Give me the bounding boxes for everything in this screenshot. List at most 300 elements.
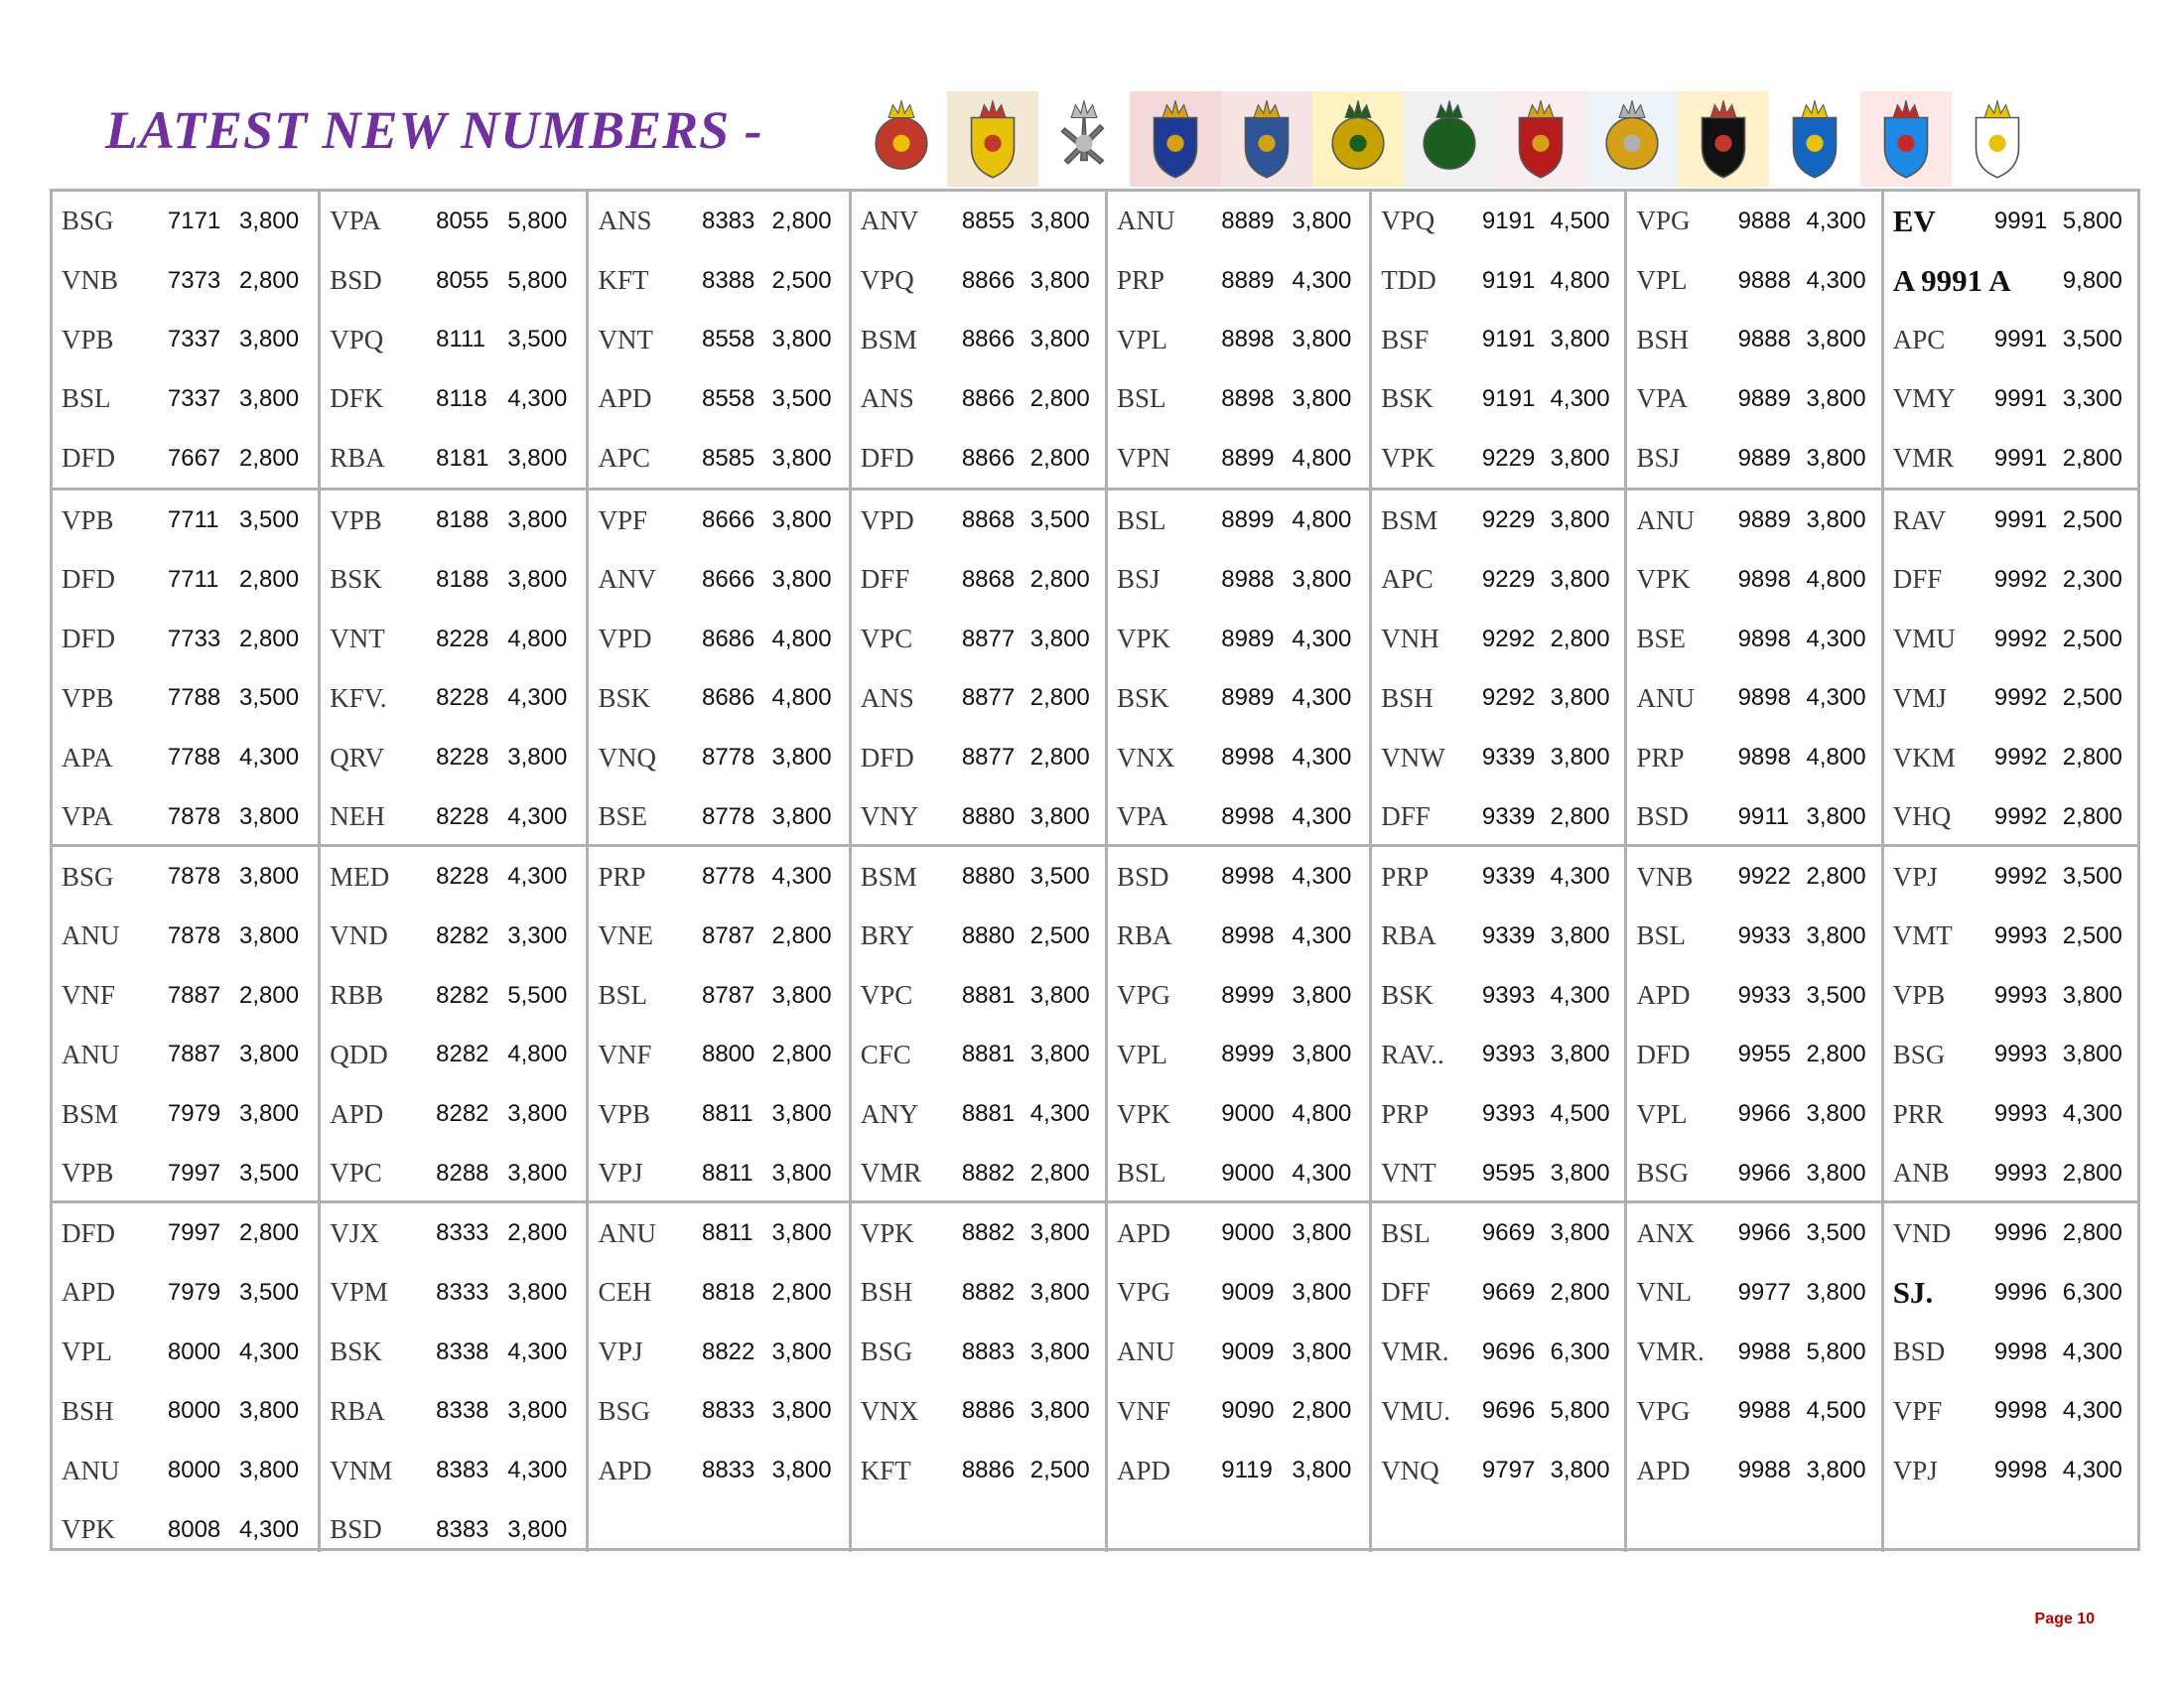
plate-price: 4,800 [1550,266,1610,294]
plate-price: 2,800 [1806,863,1866,891]
table-row [53,1203,318,1263]
table-column [1881,491,2137,844]
plate-prefix: VPK [62,1514,116,1545]
plate-number: 8883 [961,1337,1016,1365]
plate-prefix: BSL [62,383,111,414]
table-row [1627,1382,1880,1442]
plate-prefix: TDD [1381,265,1436,296]
plate-number: 8998 [1221,921,1275,949]
table-row [1108,251,1369,311]
plate-prefix: ANU [1116,1336,1175,1367]
plate-price: 4,300 [507,802,568,830]
table-row [321,1026,586,1085]
table-row [1108,966,1369,1026]
table-row [321,1323,586,1382]
plate-number: 8886 [961,1397,1016,1425]
table-row [1372,1203,1624,1263]
table-row [321,1263,586,1323]
plate-prefix: BSL [1116,383,1166,414]
plate-prefix: VPJ [1892,861,1938,892]
plate-prefix: KFT [860,1455,911,1485]
plate-prefix: VNQ [598,742,656,773]
plate-prefix: VND [1892,1217,1952,1248]
table-row [53,369,318,429]
table-row [1627,787,1880,847]
plate-prefix: BSL [1636,920,1687,951]
table-row [852,369,1105,429]
plate-price: 3,800 [771,1397,832,1425]
plate-prefix: BSJ [1116,564,1160,595]
table-row [1627,192,1880,251]
plate-number: 9993 [1993,921,2048,949]
plate-price: 2,800 [2062,1219,2122,1247]
plate-price: 3,500 [771,384,832,412]
plate-price: 4,300 [2062,1397,2122,1425]
table-row [53,907,318,966]
plate-number: 9998 [1993,1337,2048,1365]
state-crests-banner [856,91,2043,187]
plate-price: 2,800 [239,444,300,472]
plate-prefix: VPG [1116,980,1170,1011]
table-row [1884,192,2137,251]
plate-prefix: VPL [1636,265,1688,296]
table-row [1108,429,1369,489]
plate-number: 7171 [167,207,221,234]
table-row [1108,669,1369,729]
plate-number: 8000 [167,1397,221,1425]
table-row [53,429,318,489]
terengganu-crest-icon [1495,91,1586,187]
table-row [321,310,586,369]
plate-number: 8188 [436,506,489,534]
plate-prefix: VMU [1892,624,1956,654]
plate-price: 3,800 [1292,207,1352,234]
plate-prefix: VMR. [1636,1336,1705,1367]
table-column [586,1203,848,1552]
table-row [1884,251,2137,311]
table-row [1108,550,1369,610]
table-row [1627,251,1880,311]
plate-number: 8866 [961,266,1016,294]
plate-number: 7788 [167,684,221,712]
plate-prefix: VHQ [1892,801,1952,832]
plate-number: 9991 [1993,326,2048,353]
plate-number: 8882 [961,1219,1016,1247]
sabah-crest-icon [1860,91,1952,187]
plate-prefix: DFD [860,742,914,773]
plate-prefix: ANU [1636,504,1695,535]
table-row [53,491,318,550]
plate-price: 4,300 [239,1515,300,1543]
plate-number: 9998 [1993,1397,2048,1425]
plate-prefix: ANS [860,682,914,713]
table-row [589,907,848,966]
plate-prefix: BSM [1381,504,1438,535]
page-number: Page 10 [2034,1611,2095,1627]
plate-prefix: ANV [860,206,919,236]
table-row [852,1084,1105,1144]
table-row [321,192,586,251]
plate-price: 3,800 [1029,802,1090,830]
plate-prefix: VNQ [1381,1455,1439,1485]
table-row [1627,1203,1880,1263]
table-row [1884,1441,2137,1500]
plate-number: 8388 [701,266,755,294]
kelantan-crest-icon [1586,91,1678,187]
plate-price: 3,800 [1292,384,1352,412]
plate-prefix: VPG [1636,206,1691,236]
plate-price: 3,800 [1806,326,1866,353]
plate-prefix: PRR [1892,1098,1944,1129]
table-column [318,1203,586,1552]
table-row [589,550,848,610]
plate-number: 8881 [961,981,1016,1009]
plate-number: 8686 [701,684,755,712]
plate-price: 3,800 [239,863,300,891]
plate-price: 4,800 [1292,1100,1352,1128]
table-row [321,1203,586,1263]
plate-price: 3,800 [239,1457,300,1484]
table-row [53,1382,318,1442]
plate-price: 3,800 [1550,506,1610,534]
table-row [1108,1441,1369,1500]
table-row [589,429,848,489]
table-row [321,429,586,489]
table-row [1372,1323,1624,1382]
plate-price: 2,500 [771,266,832,294]
plate-price: 3,800 [771,506,832,534]
plate-prefix: ANU [1636,682,1695,713]
plate-number: 7997 [167,1159,221,1187]
plate-number: 8882 [961,1278,1016,1306]
plate-prefix: APD [598,1455,652,1485]
plate-number: 8889 [1221,266,1275,294]
plate-prefix: CFC [860,1039,911,1069]
plate-price: 4,300 [1806,625,1866,652]
plate-price: 3,800 [771,1159,832,1187]
plate-number: 8998 [1221,863,1275,891]
table-row [852,669,1105,729]
plate-number: 9229 [1481,565,1536,593]
table-column [318,192,586,488]
plate-price: 2,800 [1550,1278,1610,1306]
table-row [1372,1382,1624,1442]
table-row [1884,610,2137,669]
plate-prefix: VPN [1116,443,1170,474]
plate-prefix: ANU [62,1039,120,1069]
plate-number: 9933 [1737,921,1791,949]
plate-prefix: ANU [62,920,120,951]
plate-price: 3,800 [1550,744,1610,772]
table-row [1372,550,1624,610]
plate-price: 2,800 [239,266,300,294]
plate-number: 8778 [701,863,755,891]
plate-price: 3,800 [771,444,832,472]
plate-prefix: PRP [1636,742,1685,773]
table-row [589,1323,848,1382]
table-row [1627,907,1880,966]
table-row [852,1026,1105,1085]
table-column [586,192,848,488]
plate-number: 7373 [167,266,221,294]
table-row [1884,1323,2137,1382]
plate-prefix: VNY [860,801,919,832]
plate-prefix: VPB [1892,980,1946,1011]
plate-prefix: VPA [330,206,381,236]
plate-number: 9991 [1993,384,2048,412]
plate-prefix: ANU [62,1455,120,1485]
plate-number: 8558 [701,384,755,412]
table-row [1627,1441,1880,1500]
plate-price: 2,800 [1029,744,1090,772]
plate-prefix: VPF [598,504,647,535]
plate-number: 9992 [1993,565,2048,593]
table-row [589,310,848,369]
table-row [589,1203,848,1263]
table-row [1627,1144,1880,1203]
plate-price: 3,800 [1029,266,1090,294]
plate-price: 3,500 [2062,863,2122,891]
plate-price: 3,800 [771,744,832,772]
plate-price: 3,800 [239,1397,300,1425]
plate-prefix: BSM [860,324,917,354]
table-row [589,728,848,787]
plate-number: 8288 [436,1159,489,1187]
plate-number: 8868 [961,506,1016,534]
table-row [852,1203,1105,1263]
table-row [1884,310,2137,369]
table-row [589,251,848,311]
plate-number: 9988 [1737,1457,1791,1484]
plate-prefix: VJX [330,1217,379,1248]
plate-prefix: APD [1636,980,1691,1011]
plate-number: 7878 [167,921,221,949]
plate-number: 9966 [1737,1100,1791,1128]
plate-prefix: BSG [62,861,114,892]
plate-number: 9191 [1481,384,1536,412]
plate-number: 8118 [436,384,487,412]
plate-price: 3,800 [1806,1457,1866,1484]
plate-number: 8383 [436,1457,489,1484]
plate-prefix: VNX [860,1395,919,1426]
plate-number: 7733 [167,625,221,652]
plate-number: 8338 [436,1397,489,1425]
plate-number: 8778 [701,802,755,830]
plate-prefix: VNT [598,324,653,354]
plate-price: 2,500 [2062,684,2122,712]
table-block [53,488,2137,844]
plate-price: 4,500 [1550,207,1610,234]
plate-prefix: APD [62,1277,116,1308]
plate-prefix: VNF [598,1039,652,1069]
plate-number: 9696 [1481,1397,1536,1425]
table-row [1372,907,1624,966]
plate-number: 8666 [701,506,755,534]
plate-prefix: BSE [598,801,647,832]
table-row [53,1441,318,1500]
plate-prefix: VPK [1636,564,1691,595]
table-row [1884,907,2137,966]
plate-prefix: DFD [62,564,116,595]
penang-crest-icon [1769,91,1860,187]
plate-number: 8880 [961,863,1016,891]
plate-price: 2,800 [2062,1159,2122,1187]
plate-prefix: ANY [860,1098,919,1129]
plate-prefix: RBA [1116,920,1172,951]
plate-number: 7878 [167,863,221,891]
plate-price: 3,800 [771,1457,832,1484]
table-row [321,1441,586,1500]
plate-price: 4,800 [507,1041,568,1068]
plate-price: 3,500 [239,684,300,712]
plate-price: 3,800 [1292,1278,1352,1306]
plate-price: 5,800 [1806,1337,1866,1365]
plate-number: 9993 [1993,1159,2048,1187]
plate-number: 7887 [167,981,221,1009]
plate-number: 9000 [1221,1219,1275,1247]
table-row [53,310,318,369]
table-row [1884,1382,2137,1442]
plate-prefix: APD [1116,1217,1170,1248]
table-row [1108,1144,1369,1203]
plate-number: 9393 [1481,1100,1536,1128]
plate-prefix: VMU. [1381,1395,1450,1426]
plate-prefix: BSD [330,1514,382,1545]
table-row [589,669,848,729]
plate-price: 3,800 [507,1397,568,1425]
plate-price: 3,800 [771,981,832,1009]
table-row [852,192,1105,251]
plate-number: 7667 [167,444,221,472]
table-row [1627,1263,1880,1323]
plate-prefix: VPJ [1892,1455,1938,1485]
plate-price: 4,300 [507,1457,568,1484]
plate-number: 8811 [701,1219,753,1247]
plate-number: 8228 [436,802,489,830]
table-row [1372,847,1624,907]
plate-price: 4,800 [1292,506,1352,534]
table-row [1627,1084,1880,1144]
plate-prefix: BSL [1116,1158,1166,1189]
plate-prefix: ANU [598,1217,656,1248]
table-row [1108,1382,1369,1442]
plate-prefix: DFK [330,383,384,414]
table-row [1108,787,1369,847]
plate-price: 2,800 [771,1041,832,1068]
table-row [321,1500,586,1560]
plate-price: 3,800 [1029,1219,1090,1247]
plate-price: 3,500 [1029,506,1090,534]
table-row [589,847,848,907]
table-row [321,847,586,907]
table-row [852,1144,1105,1203]
plate-prefix: VPK [1116,1098,1170,1129]
plate-prefix: APC [598,443,650,474]
table-block [53,1200,2137,1552]
plate-prefix: KFT [598,265,649,296]
table-column [1369,491,1624,844]
plate-price: 5,800 [507,266,568,294]
plate-prefix: RAV [1892,504,1947,535]
table-column [849,1203,1105,1552]
plate-prefix: BSH [62,1395,114,1426]
plate-prefix: VPG [1636,1395,1691,1426]
plate-number: 8228 [436,684,489,712]
plate-price: 3,800 [1806,444,1866,472]
table-row [1108,491,1369,550]
plate-number: 8881 [961,1041,1016,1068]
plate-prefix: DFD [62,624,116,654]
table-column [1369,1203,1624,1552]
plate-price: 3,300 [507,921,568,949]
table-row [852,1323,1105,1382]
plate-number: 7878 [167,802,221,830]
plate-price: 4,300 [507,684,568,712]
plate-number: 9898 [1737,625,1791,652]
plate-price: 3,800 [507,1100,568,1128]
plate-price: 2,800 [1029,384,1090,412]
plate-prefix: APD [1636,1455,1691,1485]
plate-price: 2,800 [1550,625,1610,652]
plate-price: 3,500 [239,1278,300,1306]
plate-price: 4,300 [1292,921,1352,949]
plate-price: 3,800 [1806,921,1866,949]
table-row [589,369,848,429]
plate-number: 9000 [1221,1100,1275,1128]
plate-prefix: VNM [330,1455,393,1485]
plate-price: 4,300 [1550,863,1610,891]
table-column [53,491,318,844]
plate-number: 8585 [701,444,755,472]
plate-price: 3,800 [771,1219,832,1247]
table-column [849,847,1105,1200]
plate-number: 9933 [1737,981,1791,1009]
plate-prefix: RBA [330,443,385,474]
plate-number: 9595 [1481,1159,1536,1187]
table-row [1108,1026,1369,1085]
plate-number: 9993 [1993,1100,2048,1128]
table-column [1105,847,1369,1200]
table-row [589,1084,848,1144]
plate-number: 8333 [436,1278,489,1306]
plate-prefix: BSH [1381,682,1433,713]
plate-prefix: VPL [1116,324,1167,354]
number-listing-table [50,189,2140,1551]
plate-price: 3,800 [1029,981,1090,1009]
plate-prefix: BSL [598,980,647,1011]
plate-prefix: BSJ [1636,443,1681,474]
plate-price: 5,500 [507,981,568,1009]
plate-number: 9797 [1481,1457,1536,1484]
plate-prefix: BSD [1892,1336,1946,1367]
plate-price: 2,800 [239,1219,300,1247]
table-row [1108,728,1369,787]
plate-price: 4,300 [1292,863,1352,891]
plate-number: 8877 [961,625,1016,652]
plate-number: 8383 [436,1515,489,1543]
plate-price: 3,800 [1550,684,1610,712]
plate-price: 6,300 [2062,1278,2122,1306]
plate-number: 8282 [436,921,489,949]
plate-prefix: QRV [330,742,385,773]
plate-price: 3,800 [239,207,300,234]
plate-prefix: CEH [598,1277,652,1308]
table-row [589,1382,848,1442]
plate-price: 2,800 [1029,684,1090,712]
plate-price: 3,800 [1550,1457,1610,1484]
plate-number: 9119 [1221,1457,1273,1484]
table-column [586,847,848,1200]
